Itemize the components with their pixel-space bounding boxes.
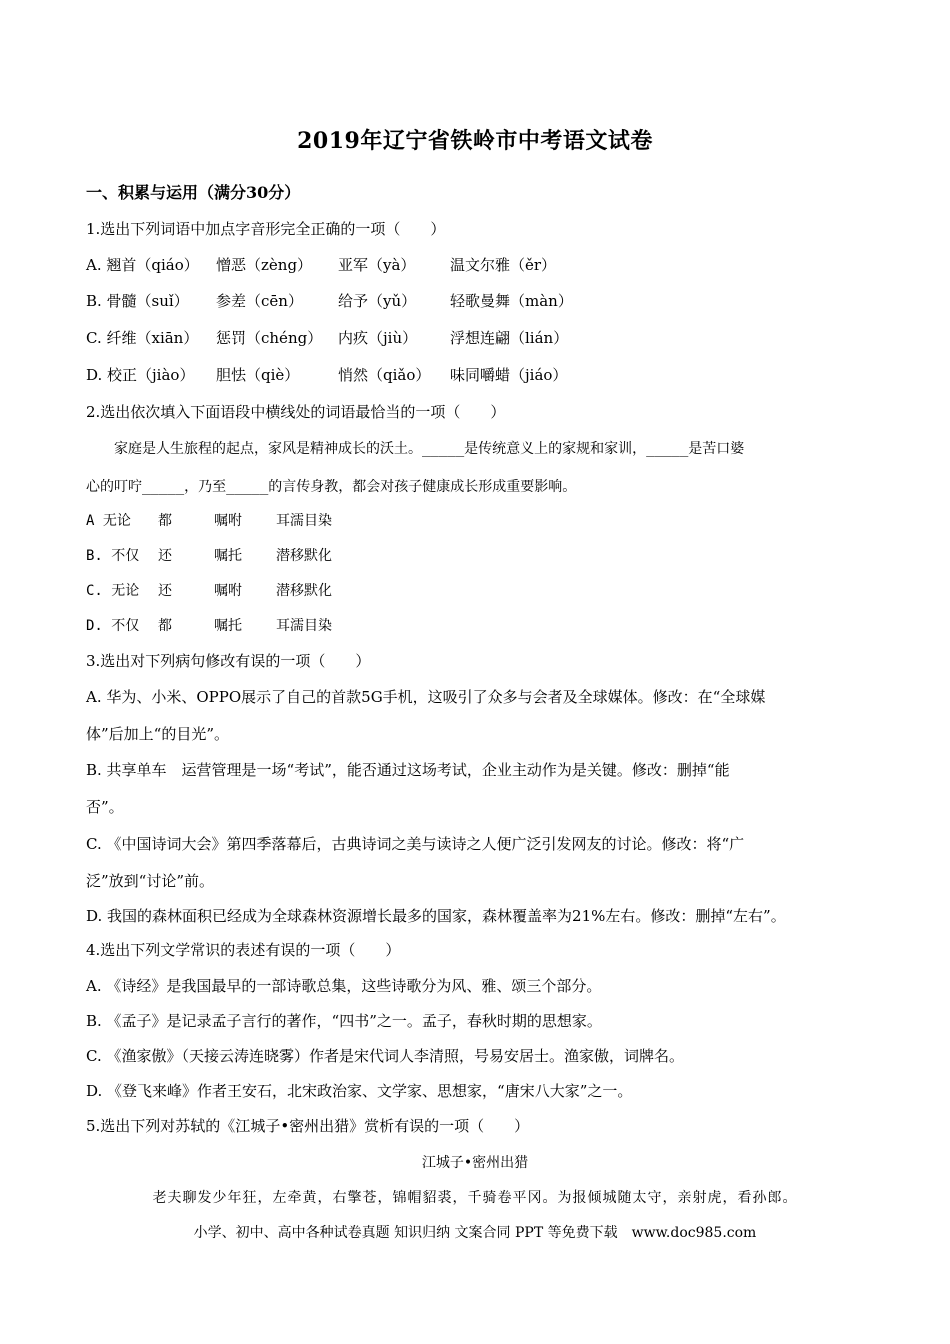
- option-item: 悄然（qiǎo）: [338, 366, 431, 384]
- option-item: A 无论: [86, 513, 131, 529]
- question-5-stem: 5.选出下列对苏轼的《江城子•密州出猎》赏析有误的一项（ ）: [86, 1117, 530, 1135]
- option-item: 参差（cēn）: [216, 292, 303, 310]
- option-item: 惩罚（chéng）: [216, 329, 323, 347]
- option-item: 嘱托: [214, 548, 242, 564]
- option-item: 潜移默化: [276, 583, 332, 599]
- option-item: 嘱咐: [214, 583, 242, 599]
- question-1-option-a: [86, 255, 890, 275]
- question-3-stem: 3.选出对下列病句修改有误的一项（ ）: [86, 652, 371, 670]
- option-item: 憎恶（zèng）: [216, 256, 313, 274]
- question-2-option-d: [86, 616, 890, 636]
- poem-title: 江城子•密州出猎: [421, 1155, 529, 1171]
- option-item: 还: [158, 548, 172, 564]
- option-item: 温文尔雅（ěr）: [450, 256, 557, 274]
- question-4-stem: 4.选出下列文学常识的表述有误的一项（ ）: [86, 941, 401, 959]
- option-item: 浮想连翩（lián）: [450, 329, 569, 347]
- question-3-option-d: D. 我国的森林面积已经成为全球森林资源增长最多的国家，森林覆盖率为21%左右。修改：删掉“左右”。: [86, 907, 786, 925]
- question-4-option-d: D. 《登飞来峰》作者王安石，北宋政治家、文学家、思想家，“唐宋八大家”之一。: [86, 1082, 633, 1100]
- option-item: 内疚（jiù）: [338, 329, 418, 347]
- option-item: 嘱托: [214, 618, 242, 634]
- option-item: 亚军（yà）: [338, 256, 416, 274]
- option-item: 都: [158, 618, 172, 634]
- question-3-option-a: A. 华为、小米、OPPO展示了自己的首款5G手机，这吸引了众多与会者及全球媒体。修改：在“全球媒: [86, 688, 766, 706]
- question-2-option-b: [86, 546, 890, 566]
- question-2-option-a: [86, 511, 890, 531]
- question-4-option-a: A. 《诗经》是我国最早的一部诗歌总集，这些诗歌分为风、雅、颂三个部分。: [86, 977, 602, 995]
- option-item: 耳濡目染: [276, 618, 332, 634]
- option-item: 给予（yǔ）: [338, 292, 417, 310]
- option-item: D. 不仅: [86, 618, 140, 634]
- poem-line: 老夫聊发少年狂，左牵黄，右擎苍，锦帽貂裘，千骑卷平冈。为报倾城随太守，亲射虎，看孙郎。: [152, 1190, 798, 1206]
- question-1-option-d: [86, 365, 890, 385]
- question-2-stem: 2.选出依次填入下面语段中横线处的词语最恰当的一项（ ）: [86, 403, 506, 421]
- option-item: 味同嚼蜡（jiáo）: [450, 366, 568, 384]
- page-title: 2019年辽宁省铁岭市中考语文试卷: [297, 128, 653, 154]
- option-item: B. 骨髓（suǐ）: [86, 292, 189, 310]
- option-item: B. 不仅: [86, 548, 140, 564]
- page-footer: 小学、初中、高中各种试卷真题 知识归纳 文案合同 PPT 等免费下载 www.doc985.com: [193, 1225, 757, 1241]
- question-2-option-c: [86, 581, 890, 601]
- question-3-option-b-cont: 否”。: [86, 798, 124, 816]
- option-item: C. 纤维（xiān）: [86, 329, 199, 347]
- question-4-option-b: B. 《孟子》是记录孟子言行的著作，“四书”之一。孟子，春秋时期的思想家。: [86, 1012, 602, 1030]
- option-item: A. 翘首（qiáo）: [86, 256, 199, 274]
- question-3-option-a-cont: 体”后加上“的目光”。: [86, 725, 230, 743]
- question-3-option-c-cont: 泛”放到“讨论”前。: [86, 872, 215, 890]
- question-4-option-c: C. 《渔家傲》（天接云涛连晓雾）作者是宋代词人李清照，号易安居士。渔家傲，词牌名。: [86, 1047, 684, 1065]
- option-item: 都: [158, 513, 172, 529]
- option-item: 耳濡目染: [276, 513, 332, 529]
- question-3-option-b: B. 共享单车 运营管理是一场“考试”，能否通过这场考试，企业主动作为是关键。修改：删掉“能: [86, 761, 730, 779]
- question-3-option-c: C. 《中国诗词大会》第四季落幕后，古典诗词之美与读诗之人便广泛引发网友的讨论。修改：将“广: [86, 835, 745, 853]
- option-item: 潜移默化: [276, 548, 332, 564]
- option-item: 还: [158, 583, 172, 599]
- option-item: 胆怯（qiè）: [216, 366, 300, 384]
- option-item: 嘱咐: [214, 513, 242, 529]
- question-1-option-c: [86, 328, 890, 348]
- section-heading: 一、积累与运用（满分30分）: [86, 183, 301, 202]
- question-1-stem: 1.选出下列词语中加点字音形完全正确的一项（ ）: [86, 220, 446, 238]
- option-item: C. 无论: [86, 583, 140, 599]
- option-item: D. 校正（jiào）: [86, 366, 195, 384]
- question-2-passage-line: 心的叮咛_____，乃至_____的言传身教，都会对孩子健康成长形成重要影响。: [86, 479, 577, 495]
- question-2-passage-line: 家庭是人生旅程的起点，家风是精神成长的沃土。_____是传统意义上的家规和家训，_____是苦口婆: [86, 441, 745, 457]
- question-1-option-b: [86, 291, 890, 311]
- option-item: 轻歌曼舞（màn）: [450, 292, 573, 310]
